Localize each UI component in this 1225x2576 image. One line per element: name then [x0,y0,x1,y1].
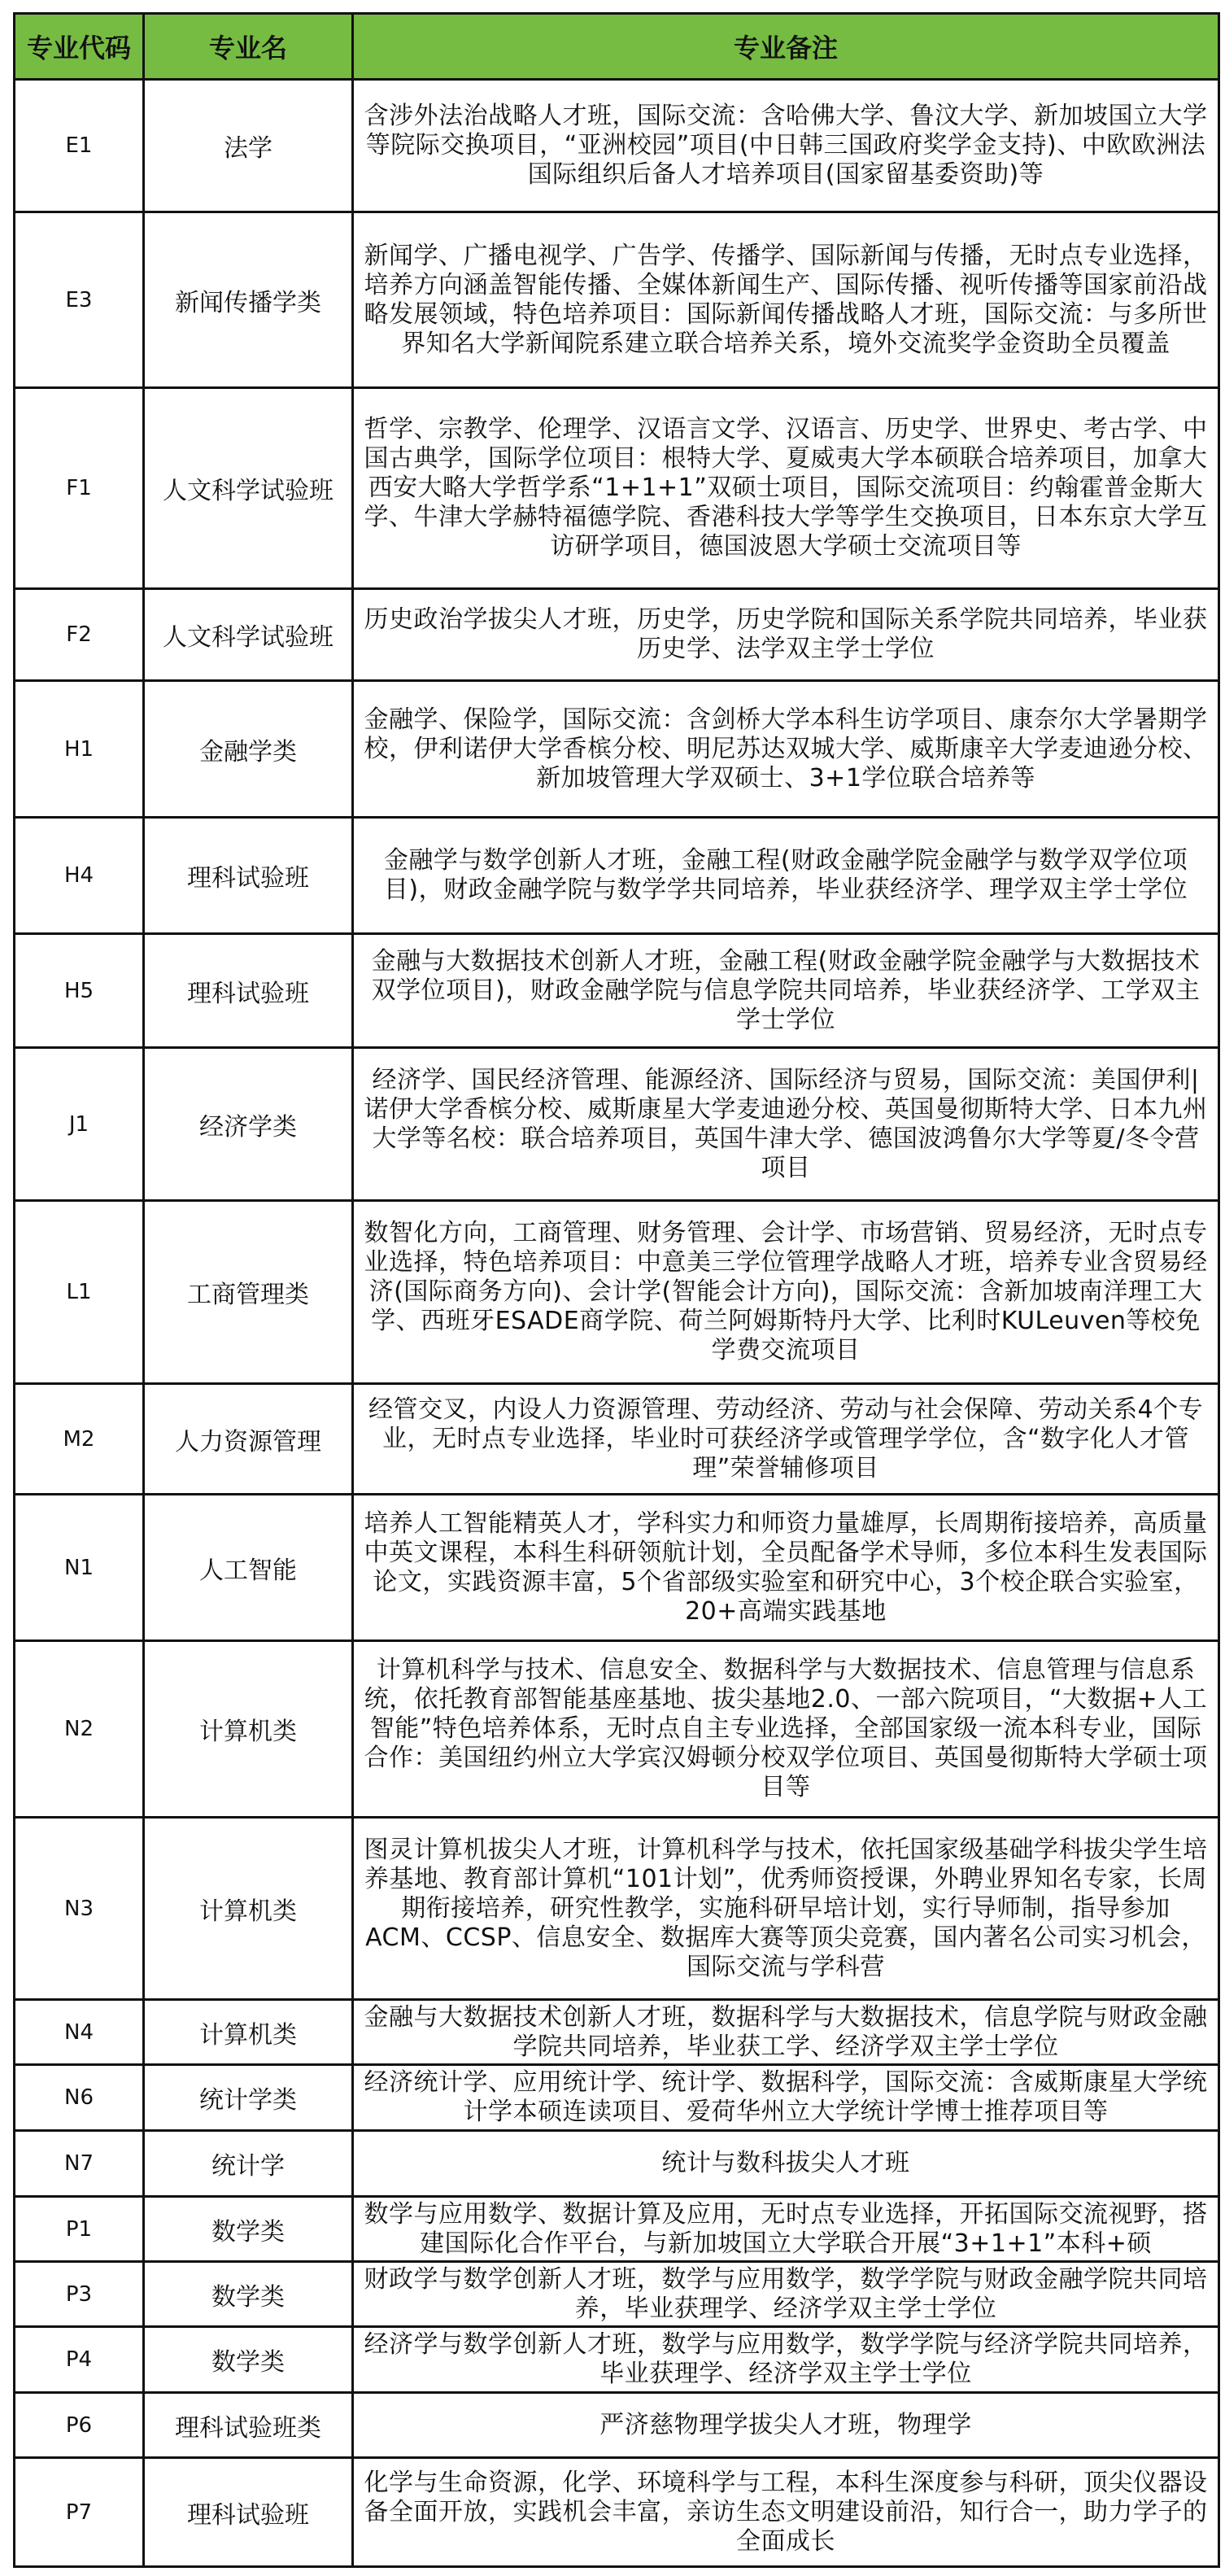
major-name: 法学 [144,80,353,212]
major-note: 经济学与数学创新人才班，数学与应用数学，数学学院与经济学院共同培养，毕业获理学、经济学双主学士学位 [353,2327,1219,2393]
table-row [15,1384,1219,1495]
major-code: N7 [15,2131,144,2197]
table-row [15,2262,1219,2327]
major-name: 理科试验班 [144,2458,353,2567]
major-name: 金融学类 [144,681,353,818]
major-code: M2 [15,1384,144,1495]
major-note: 数学与应用数学、数据计算及应用，无时点专业选择，开拓国际交流视野，搭建国际化合作平台，与新加坡国立大学联合开展“3+1+1”本科+硕 [353,2197,1219,2262]
major-note: 新闻学、广播电视学、广告学、传播学、国际新闻与传播，无时点专业选择，培养方向涵盖智能传播、全媒体新闻生产、国际传播、视听传播等国家前沿战略发展领域，特色培养项目：国际新闻传播战略人才班，国际交流：与多所世界知名大学新闻院系建立联合培养关系，境外交流奖学金资助全员覆盖 [353,212,1219,388]
major-code: H4 [15,818,144,934]
major-code: F1 [15,388,144,589]
table-row [15,388,1219,589]
major-code: N1 [15,1495,144,1641]
major-code: H5 [15,934,144,1048]
major-code: E3 [15,212,144,388]
major-name: 统计学类 [144,2065,353,2131]
major-code: P6 [15,2393,144,2458]
table-row [15,1048,1219,1201]
table-header-row [15,14,1219,80]
major-name: 工商管理类 [144,1201,353,1384]
table-row [15,2000,1219,2065]
major-code: L1 [15,1201,144,1384]
major-note: 化学与生命资源，化学、环境科学与工程，本科生深度参与科研，顶尖仪器设备全面开放，实践机会丰富，亲访生态文明建设前沿，知行合一，助力学子的全面成长 [353,2458,1219,2567]
major-note: 金融学与数学创新人才班，金融工程(财政金融学院金融学与数学双学位项目)，财政金融学院与数学学共同培养，毕业获经济学、理学双主学士学位 [353,818,1219,934]
major-note: 金融与大数据技术创新人才班，数据科学与大数据技术，信息学院与财政金融学院共同培养，毕业获工学、经济学双主学士学位 [353,2000,1219,2065]
major-code: E1 [15,80,144,212]
major-name: 人文科学试验班 [144,388,353,589]
table-row [15,681,1219,818]
major-code: P3 [15,2262,144,2327]
major-code: P4 [15,2327,144,2393]
major-code: N4 [15,2000,144,2065]
major-name: 新闻传播学类 [144,212,353,388]
major-code: N6 [15,2065,144,2131]
table-row [15,1495,1219,1641]
major-note: 计算机科学与技术、信息安全、数据科学与大数据技术、信息管理与信息系统，依托教育部智能基座基地、拔尖基地2.0、一部六院项目，“大数据+人工智能”特色培养体系，无时点自主专业选择，全部国家级一流本科专业，国际合作：美国纽约州立大学宾汉姆顿分校双学位项目、英国曼彻斯特大学硕士项目等 [353,1641,1219,1818]
table-row [15,212,1219,388]
table-row [15,2458,1219,2567]
major-note: 金融与大数据技术创新人才班，金融工程(财政金融学院金融学与大数据技术双学位项目)，财政金融学院与信息学院共同培养，毕业获经济学、工学双主学士学位 [353,934,1219,1048]
major-note: 经管交叉，内设人力资源管理、劳动经济、劳动与社会保障、劳动关系4个专业，无时点专业选择，毕业时可获经济学或管理学学位，含“数字化人才管理”荣誉辅修项目 [353,1384,1219,1495]
table-row [15,2197,1219,2262]
major-note: 含涉外法治战略人才班，国际交流：含哈佛大学、鲁汶大学、新加坡国立大学等院际交换项目，“亚洲校园”项目(中日韩三国政府奖学金支持)、中欧欧洲法国际组织后备人才培养项目(国家留基委资助)等 [353,80,1219,212]
table-row [15,1818,1219,2000]
major-code: H1 [15,681,144,818]
table-body [15,80,1219,2567]
table-row [15,2131,1219,2197]
major-note: 财政学与数学创新人才班，数学与应用数学，数学学院与财政金融学院共同培养，毕业获理学、经济学双主学士学位 [353,2262,1219,2327]
table-row [15,934,1219,1048]
major-note: 严济慈物理学拔尖人才班，物理学 [353,2393,1219,2458]
major-name: 人力资源管理 [144,1384,353,1495]
table-row [15,80,1219,212]
major-name: 数学类 [144,2262,353,2327]
major-code: J1 [15,1048,144,1201]
major-note: 经济学、国民经济管理、能源经济、国际经济与贸易，国际交流：美国伊利|诺伊大学香槟分校、威斯康星大学麦迪逊分校、英国曼彻斯特大学、日本九州大学等名校：联合培养项目，英国牛津大学、德国波鸿鲁尔大学等夏/冬令营项目 [353,1048,1219,1201]
header-code: 专业代码 [15,14,144,80]
major-note: 历史政治学拔尖人才班，历史学，历史学院和国际关系学院共同培养，毕业获历史学、法学双主学士学位 [353,589,1219,681]
major-table [13,12,1220,2568]
major-code: N2 [15,1641,144,1818]
major-code: N3 [15,1818,144,2000]
major-name: 计算机类 [144,1641,353,1818]
major-name: 理科试验班类 [144,2393,353,2458]
major-name: 人工智能 [144,1495,353,1641]
table-row [15,2327,1219,2393]
major-name: 经济学类 [144,1048,353,1201]
table-row [15,2065,1219,2131]
major-code: P7 [15,2458,144,2567]
header-name: 专业名 [144,14,353,80]
major-name: 数学类 [144,2327,353,2393]
major-name: 统计学 [144,2131,353,2197]
major-note: 经济统计学、应用统计学、统计学、数据科学，国际交流：含威斯康星大学统计学本硕连读项目、爱荷华州立大学统计学博士推荐项目等 [353,2065,1219,2131]
major-note: 培养人工智能精英人才，学科实力和师资力量雄厚，长周期衔接培养，高质量中英文课程，本科生科研领航计划，全员配备学术导师，多位本科生发表国际论文，实践资源丰富，5个省部级实验室和研究中心，3个校企联合实验室，20+高端实践基地 [353,1495,1219,1641]
major-note: 金融学、保险学，国际交流：含剑桥大学本科生访学项目、康奈尔大学暑期学校，伊利诺伊大学香槟分校、明尼苏达双城大学、威斯康辛大学麦迪逊分校、新加坡管理大学双硕士、3+1学位联合培养等 [353,681,1219,818]
major-name: 人文科学试验班 [144,589,353,681]
major-code: F2 [15,589,144,681]
table-row [15,1201,1219,1384]
table-row [15,589,1219,681]
table-row [15,818,1219,934]
major-code: P1 [15,2197,144,2262]
table-row [15,1641,1219,1818]
major-note: 数智化方向，工商管理、财务管理、会计学、市场营销、贸易经济，无时点专业选择，特色培养项目：中意美三学位管理学战略人才班，培养专业含贸易经济(国际商务方向)、会计学(智能会计方向)，国际交流：含新加坡南洋理工大学、西班牙ESADE商学院、荷兰阿姆斯特丹大学、比利时KULeuven等校免学费交流项目 [353,1201,1219,1384]
major-note: 统计与数科拔尖人才班 [353,2131,1219,2197]
major-name: 数学类 [144,2197,353,2262]
major-note: 哲学、宗教学、伦理学、汉语言文学、汉语言、历史学、世界史、考古学、中国古典学，国际学位项目：根特大学、夏威夷大学本硕联合培养项目，加拿大西安大略大学哲学系“1+1+1”双硕士项目，国际交流项目：约翰霍普金斯大学、牛津大学赫特福德学院、香港科技大学等学生交换项目，日本东京大学互访研学项目，德国波恩大学硕士交流项目等 [353,388,1219,589]
header-note: 专业备注 [353,14,1219,80]
major-note: 图灵计算机拔尖人才班，计算机科学与技术，依托国家级基础学科拔尖学生培养基地、教育部计算机“101计划”，优秀师资授课，外聘业界知名专家，长周期衔接培养，研究性教学，实施科研早培计划，实行导师制，指导参加ACM、CCSP、信息安全、数据库大赛等顶尖竞赛，国内著名公司实习机会，国际交流与学科营 [353,1818,1219,2000]
major-name: 理科试验班 [144,934,353,1048]
major-name: 理科试验班 [144,818,353,934]
table-row [15,2393,1219,2458]
major-name: 计算机类 [144,1818,353,2000]
major-name: 计算机类 [144,2000,353,2065]
